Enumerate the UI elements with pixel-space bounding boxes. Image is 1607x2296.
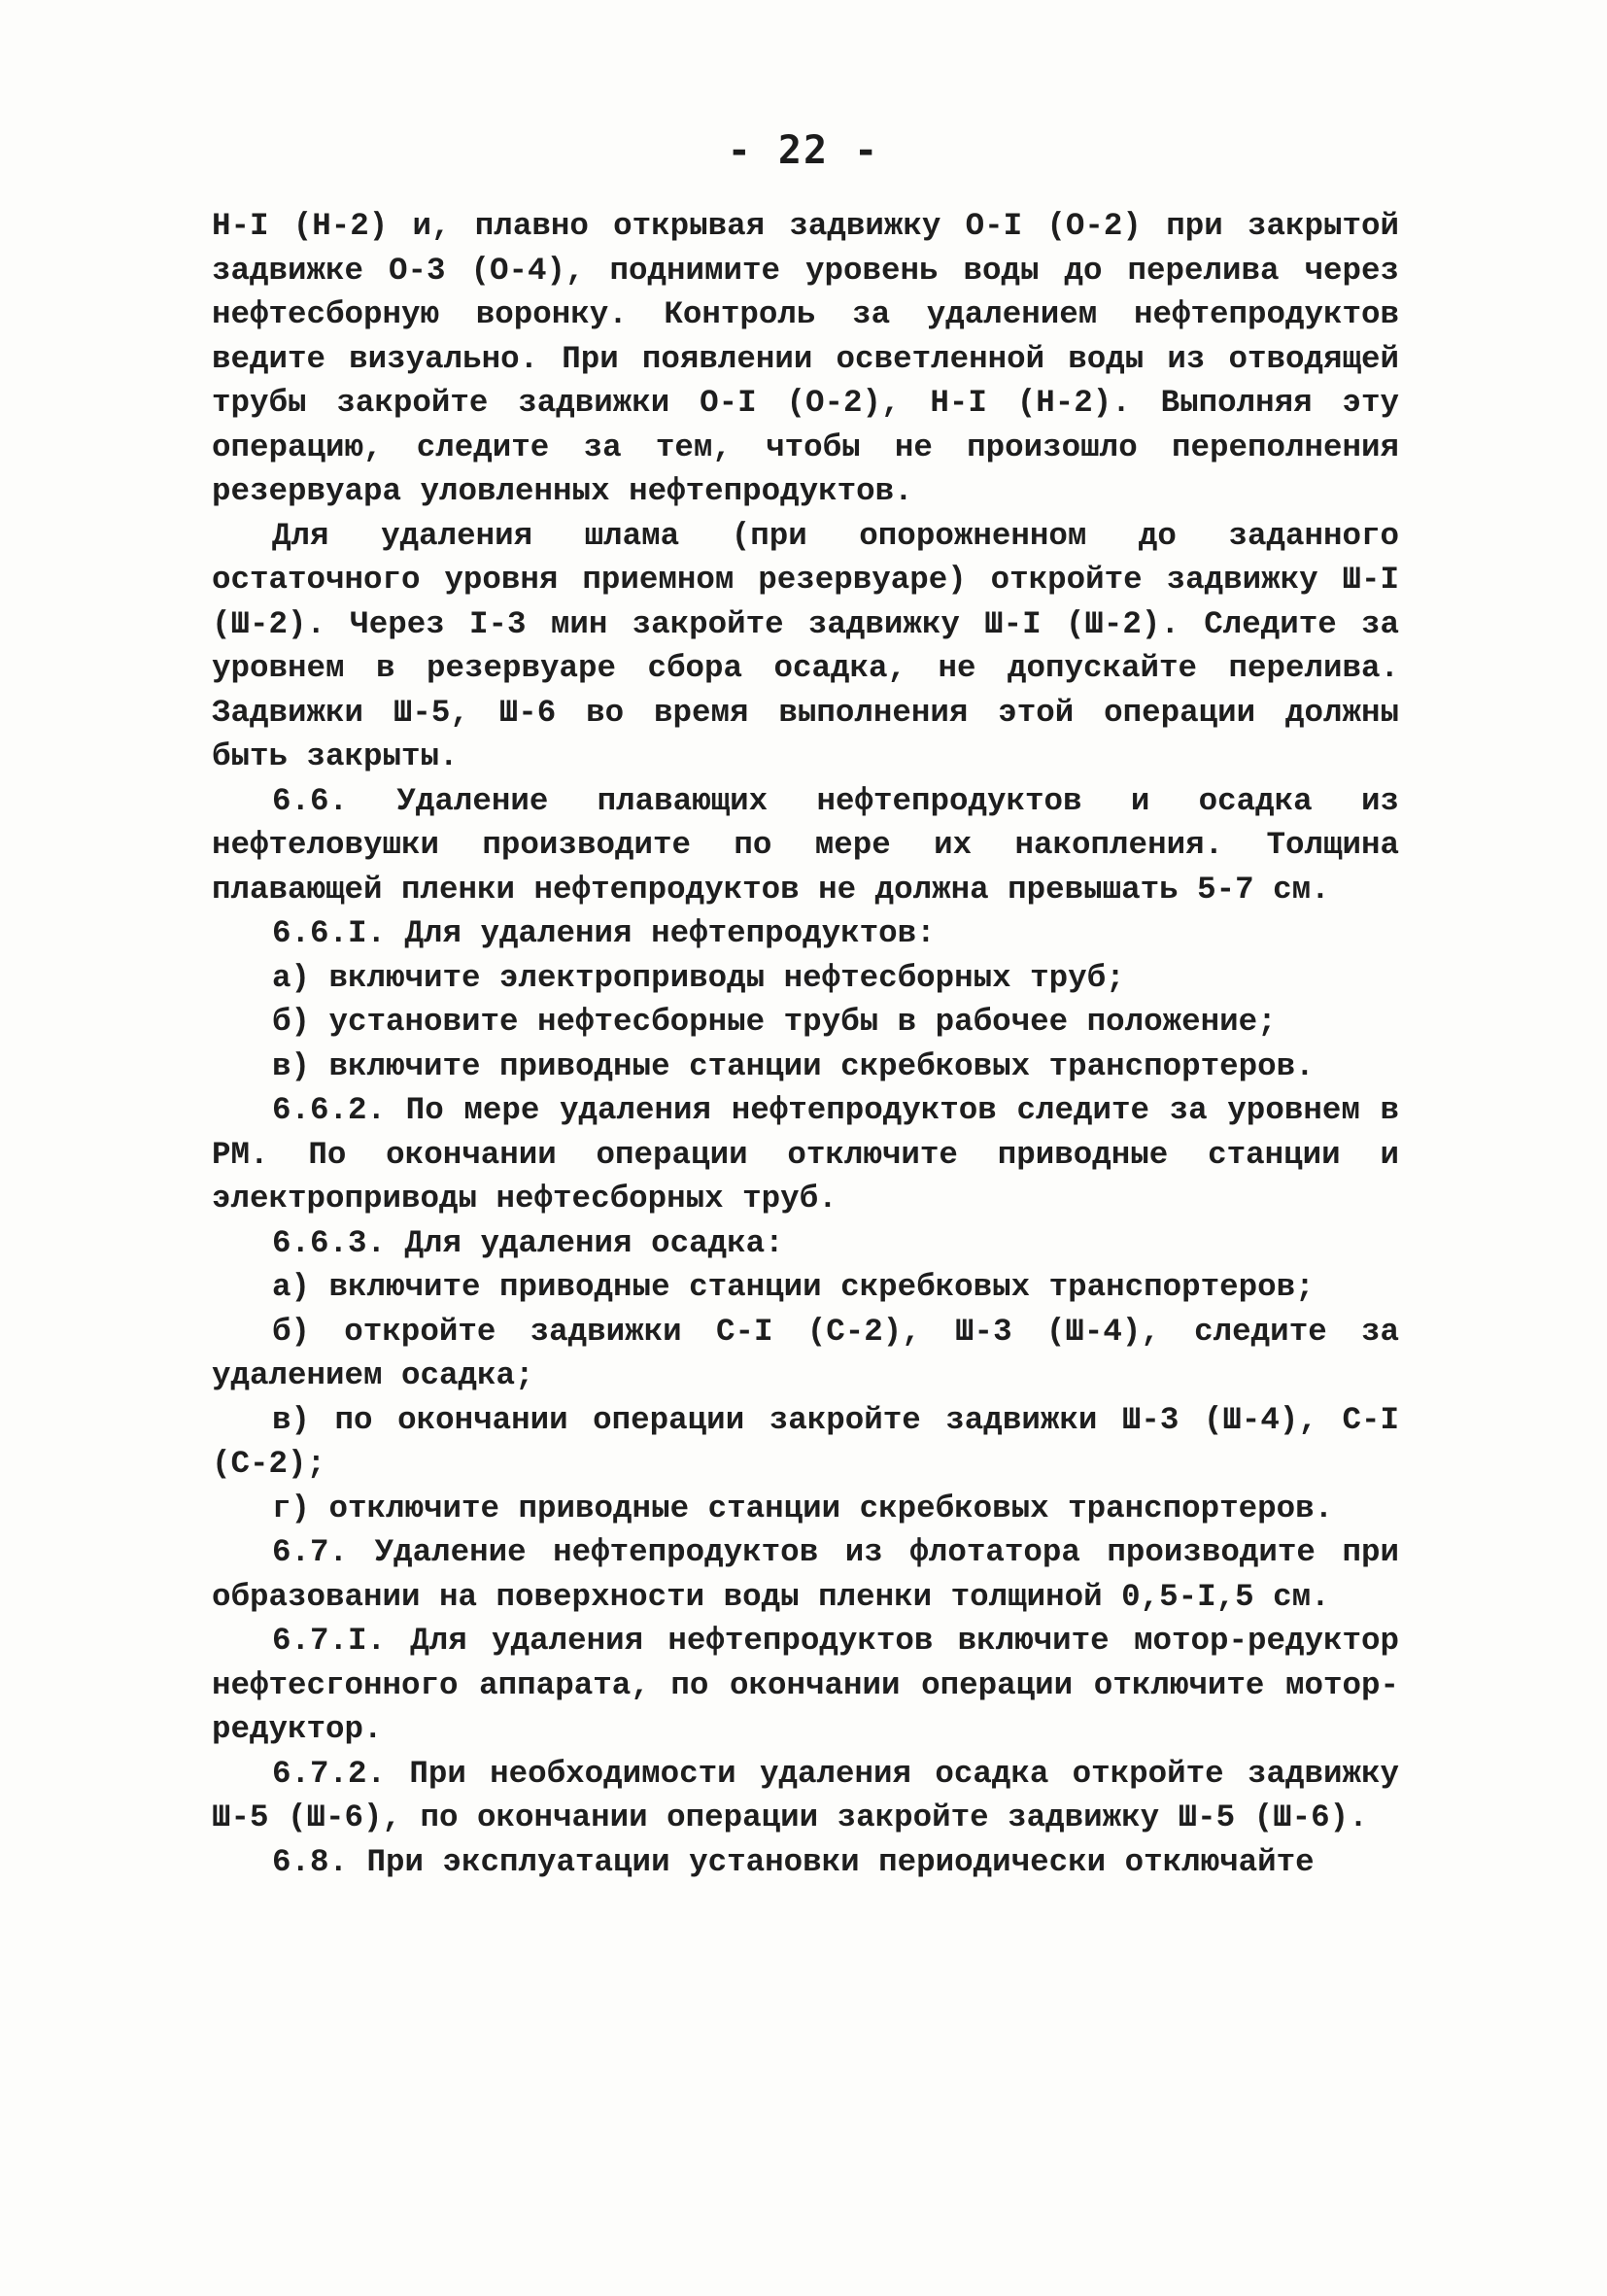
- list-item-6-6-3-v: в) по окончании операции закройте задвижки Ш-3 (Ш-4), С-I (С-2);: [212, 1401, 1399, 1482]
- paragraph-6-6: 6.6. Удаление плавающих нефтепродуктов и осадка из нефтеловушки производите по мере их накопления. Толщина плавающей пленки нефтепродуктов не должна превышать 5-7 см.: [212, 782, 1399, 908]
- paragraph-6-6-2: 6.6.2. По мере удаления нефтепродуктов следите за уровнем в РМ. По окончании операции отключите приводные станции и электроприводы нефтесборных труб.: [212, 1092, 1399, 1217]
- page-number: - 22 -: [727, 128, 880, 173]
- paragraph-6-7-2: 6.7.2. При необходимости удаления осадка откройте задвижку Ш-5 (Ш-6), по окончании операции закройте задвижку Ш-5 (Ш-6).: [212, 1755, 1399, 1835]
- paragraph-continuation: Н-I (Н-2) и, плавно открывая задвижку О-I (О-2) при закрытой задвижке О-3 (О-4), поднимите уровень воды до перелива через нефтесборную воронку. Контроль за удалением нефтепродуктов ведите визуально. При появлении осветленной воды из отводящей трубы закройте задвижки О-I (О-2), Н-I (Н-2). Выполняя эту операцию, следите за тем, чтобы не произошло переполнения резервуара уловленных нефтепродуктов.: [212, 208, 1399, 509]
- paragraph-6-6-1: 6.6.I. Для удаления нефтепродуктов:: [272, 915, 936, 951]
- list-item-6-6-3-g: г) отключите приводные станции скребковых транспортеров.: [272, 1490, 1334, 1526]
- paragraph-sludge-removal: Для удаления шлама (при опорожненном до заданного остаточного уровня приемном резервуаре) откройте задвижку Ш-I (Ш-2). Через I-3 мин закройте задвижку Ш-I (Ш-2). Следите за уровнем в резервуаре сбора осадка, не допускайте перелива. Задвижки Ш-5, Ш-6 во время выполнения этой операции должны быть закрыты.: [212, 517, 1399, 774]
- list-item-6-6-1-b: б) установите нефтесборные трубы в рабочее положение;: [272, 1004, 1277, 1040]
- list-item-6-6-3-b: б) откройте задвижки С-I (С-2), Ш-3 (Ш-4), следите за удалением осадка;: [212, 1313, 1399, 1393]
- paragraph-6-6-3: 6.6.3. Для удаления осадка:: [272, 1224, 784, 1261]
- list-item-6-6-3-a: а) включите приводные станции скребковых транспортеров;: [272, 1269, 1315, 1305]
- list-item-6-6-1-v: в) включите приводные станции скребковых транспортеров.: [272, 1047, 1315, 1084]
- body-text: [212, 204, 1399, 1884]
- paragraph-6-7: 6.7. Удаление нефтепродуктов из флотатора производите при образовании на поверхности воды пленки толщиной 0,5-I,5 см.: [212, 1534, 1399, 1615]
- paragraph-6-7-1: 6.7.I. Для удаления нефтепродуктов включите мотор-редуктор нефтесгонного аппарата, по окончании операции отключите мотор-редуктор.: [212, 1623, 1399, 1747]
- list-item-6-6-1-a: а) включите электроприводы нефтесборных труб;: [272, 959, 1125, 996]
- paragraph-6-8: 6.8. При эксплуатации установки периодически отключайте: [272, 1843, 1315, 1880]
